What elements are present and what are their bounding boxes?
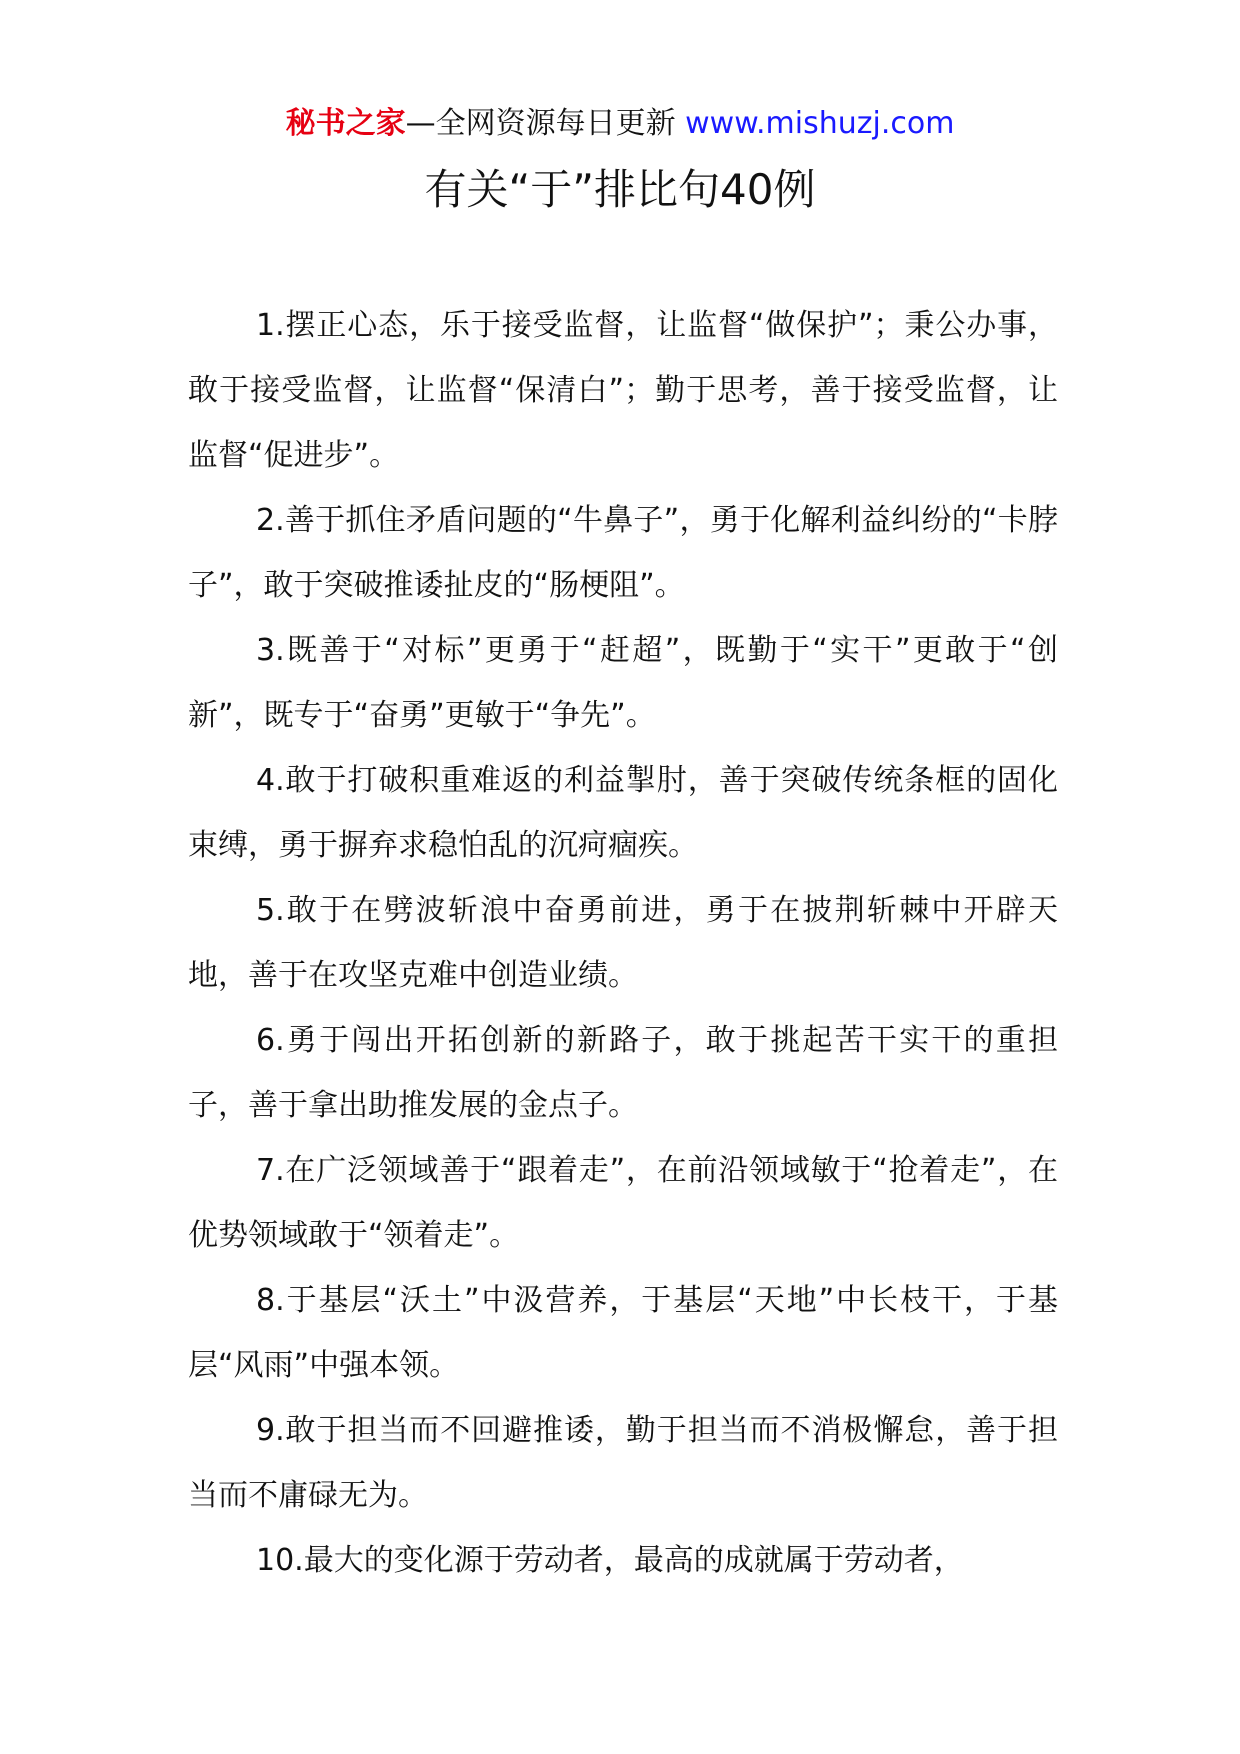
- paragraph-3: 3.既善于“对标”更勇于“赶超”，既勤于“实干”更敢于“创新”，既专于“奋勇”更敏于“争先”。: [188, 633, 1058, 733]
- site-banner: [0, 100, 1240, 148]
- paragraph-2: 2.善于抓住矛盾问题的“牛鼻子”，勇于化解利益纠纷的“卡脖子”，敢于突破推诿扯皮的“肠梗阻”。: [188, 503, 1058, 603]
- paragraph-8: 8.于基层“沃土”中汲营养，于基层“天地”中长枝干，于基层“风雨”中强本领。: [188, 1283, 1058, 1383]
- paragraph-10: 10.最大的变化源于劳动者，最高的成就属于劳动者，: [256, 1543, 964, 1578]
- banner-tagline: —全网资源每日更新: [405, 106, 686, 141]
- paragraph-7: 7.在广泛领域善于“跟着走”，在前沿领域敏于“抢着走”，在优势领域敢于“领着走”。: [188, 1153, 1058, 1253]
- paragraph-1: 1.摆正心态，乐于接受监督，让监督“做保护”；秉公办事，敢于接受监督，让监督“保清白”；勤于思考，善于接受监督，让监督“促进步”。: [188, 308, 1058, 473]
- paragraph-4: 4.敢于打破积重难返的利益掣肘，善于突破传统条框的固化束缚，勇于摒弃求稳怕乱的沉疴痼疾。: [188, 763, 1058, 863]
- paragraph-5: 5.敢于在劈波斩浪中奋勇前进，勇于在披荆斩棘中开辟天地，善于在攻坚克难中创造业绩。: [188, 893, 1058, 993]
- document-body: [188, 293, 1058, 1593]
- paragraph-9: 9.敢于担当而不回避推诿，勤于担当而不消极懈怠，善于担当而不庸碌无为。: [188, 1413, 1058, 1513]
- banner-brand: 秘书之家: [285, 106, 406, 141]
- banner-url-link[interactable]: www.mishuzj.com: [685, 106, 955, 141]
- document-title: 有关“于”排比句40例: [424, 165, 816, 214]
- paragraph-6: 6.勇于闯出开拓创新的新路子，敢于挑起苦干实干的重担子，善于拿出助推发展的金点子。: [188, 1023, 1058, 1123]
